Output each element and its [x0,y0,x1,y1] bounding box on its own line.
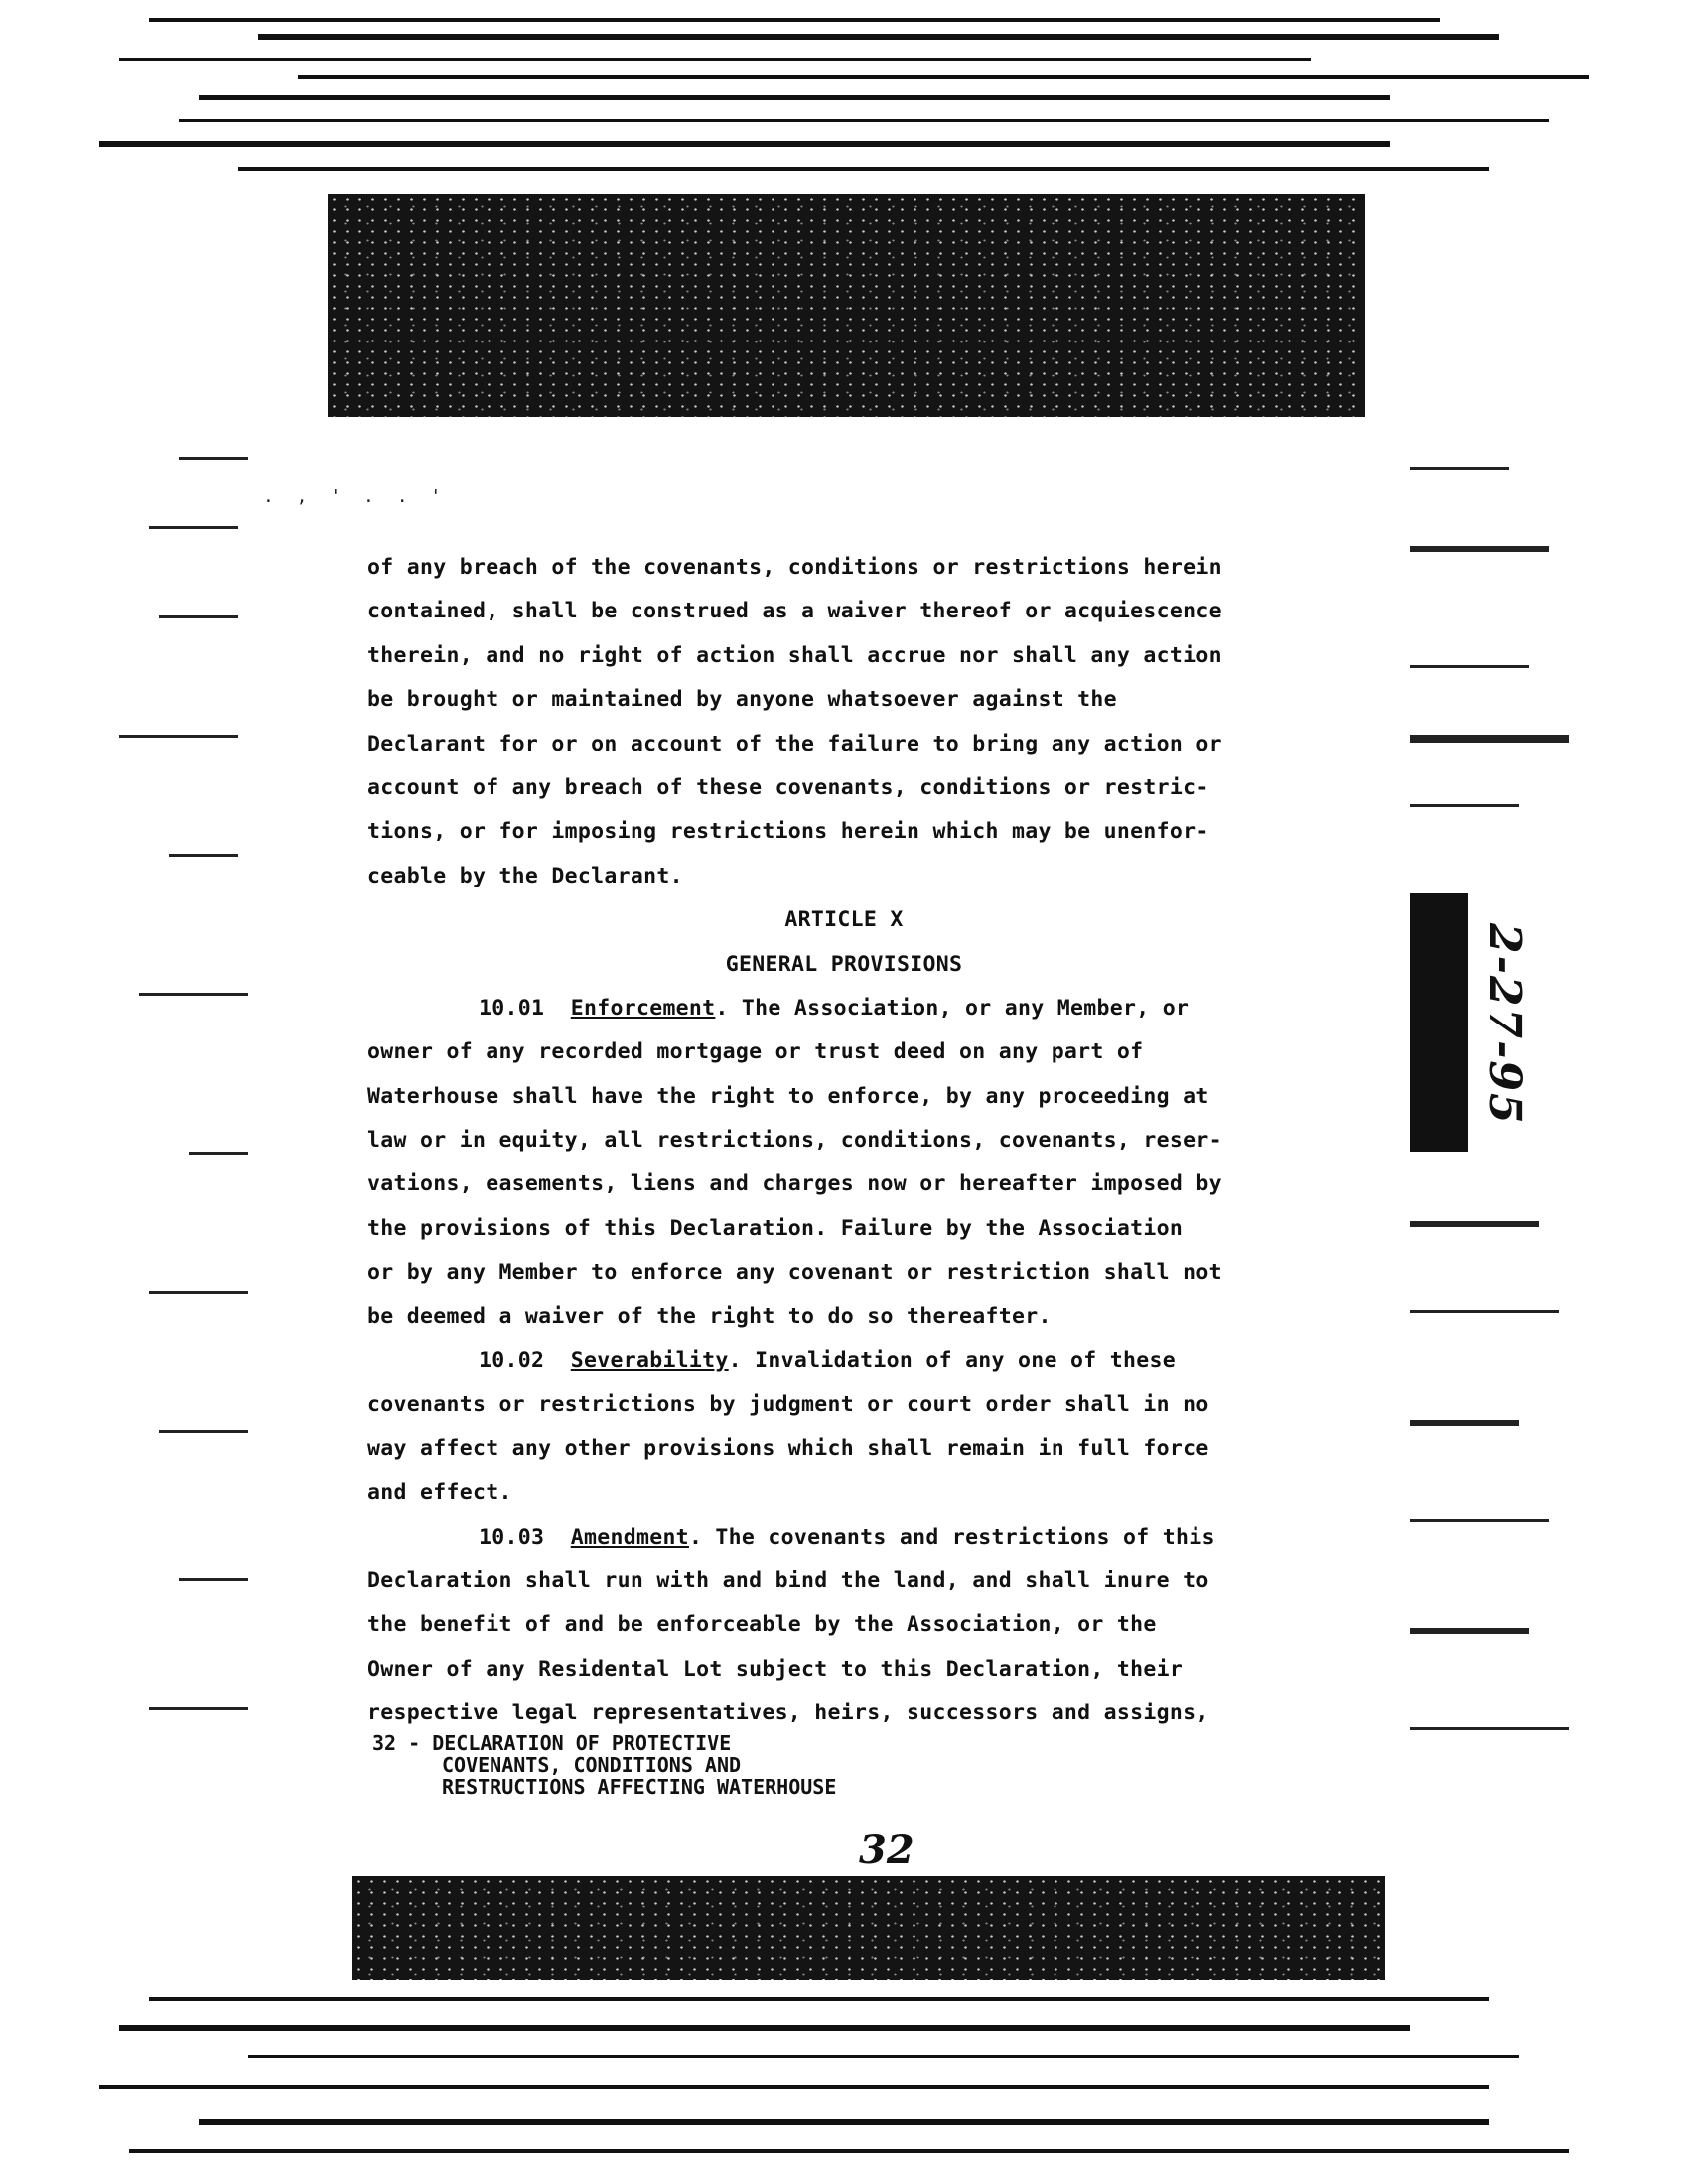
section-first-line-rest: . Invalidation of any one of these [728,1348,1176,1374]
footer-page-number: 32 [372,1731,397,1755]
body-line: the provisions of this Declaration. Failure by the Association [367,1215,1184,1241]
margin-stamp-bar [1408,893,1468,1152]
article-subtitle: GENERAL PROVISIONS [725,951,963,977]
body-line: be brought or maintained by anyone whatsoever against the [367,687,1117,713]
body-line: tions, or for imposing restrictions herein which may be unenfor- [367,819,1209,845]
scan-noise-bottom [0,1985,1688,2184]
body-line: vations, easements, liens and charges now or hereafter imposed by [367,1171,1222,1197]
handwritten-page-number: 32 [859,1827,914,1873]
body-line: and effect. [367,1480,512,1506]
footer-title-line1: DECLARATION OF PROTECTIVE [432,1731,732,1755]
section-heading: Enforcement [570,995,716,1021]
section-first-line [367,987,1321,1030]
scan-noise-top [0,0,1688,189]
document-page [253,417,1410,1873]
corner-marks: . , ' . . ' [263,486,448,507]
scan-dark-band-top [328,194,1365,422]
section-number: 10.03 [479,1524,545,1550]
body-line: the benefit of and be enforceable by the Association, or the [367,1612,1157,1638]
body-line: Declaration shall run with and bind the land, and shall inure to [367,1568,1209,1593]
section-first-line-rest: . The Association, or any Member, or [715,995,1190,1021]
section-first-line [367,1516,1321,1560]
body-line: be deemed a waiver of the right to do so thereafter. [367,1303,1052,1329]
footer-title-line3: RESTRUCTIONS AFFECTING WATERHOUSE [442,1775,837,1799]
body-line: way affect any other provisions which shall remain in full force [367,1435,1209,1461]
scan-noise-left [0,437,248,1827]
handwritten-date: 2-27-95 [1479,923,1530,1126]
body-line: respective legal representatives, heirs, successors and assigns, [367,1701,1209,1726]
page-footer: 32 - DECLARATION OF PROTECTIVE COVENANTS, CONDITIONS AND RESTRUCTIONS AFFECTING WATERHOUSE [372,1731,837,1799]
body-line: covenants or restrictions by judgment or court order shall in no [367,1392,1209,1418]
section-number: 10.02 [479,1348,545,1374]
body-line: Declarant for or on account of the failure to bring any action or [367,731,1222,756]
article-title: ARTICLE X [784,907,904,933]
body-line: contained, shall be construed as a waiver thereof or acquiescence [367,599,1222,624]
scan-dark-band-bottom [352,1876,1385,1980]
body-line: of any breach of the covenants, conditions or restrictions herein [367,555,1222,580]
body-line: ceable by the Declarant. [367,863,683,888]
section-heading: Severability [570,1348,729,1374]
body-line: or by any Member to enforce any covenant or restriction shall not [367,1260,1222,1286]
section-heading: Amendment [570,1524,689,1550]
body-line: Waterhouse shall have the right to enforce, by any proceeding at [367,1083,1209,1109]
body-line: owner of any recorded mortgage or trust deed on any part of [367,1039,1144,1065]
body-line: Owner of any Residental Lot subject to this Declaration, their [367,1656,1184,1682]
body-line: law or in equity, all restrictions, conditions, covenants, reser- [367,1128,1222,1154]
section-number: 10.01 [479,995,545,1021]
body-line: therein, and no right of action shall accrue nor shall any action [367,642,1222,668]
section-first-line-rest: . The covenants and restrictions of this [688,1524,1215,1550]
document-body [367,546,1321,1736]
section-first-line [367,1339,1321,1383]
body-line: account of any breach of these covenants, conditions or restric- [367,774,1209,800]
footer-title-line2: COVENANTS, CONDITIONS AND [442,1753,742,1777]
